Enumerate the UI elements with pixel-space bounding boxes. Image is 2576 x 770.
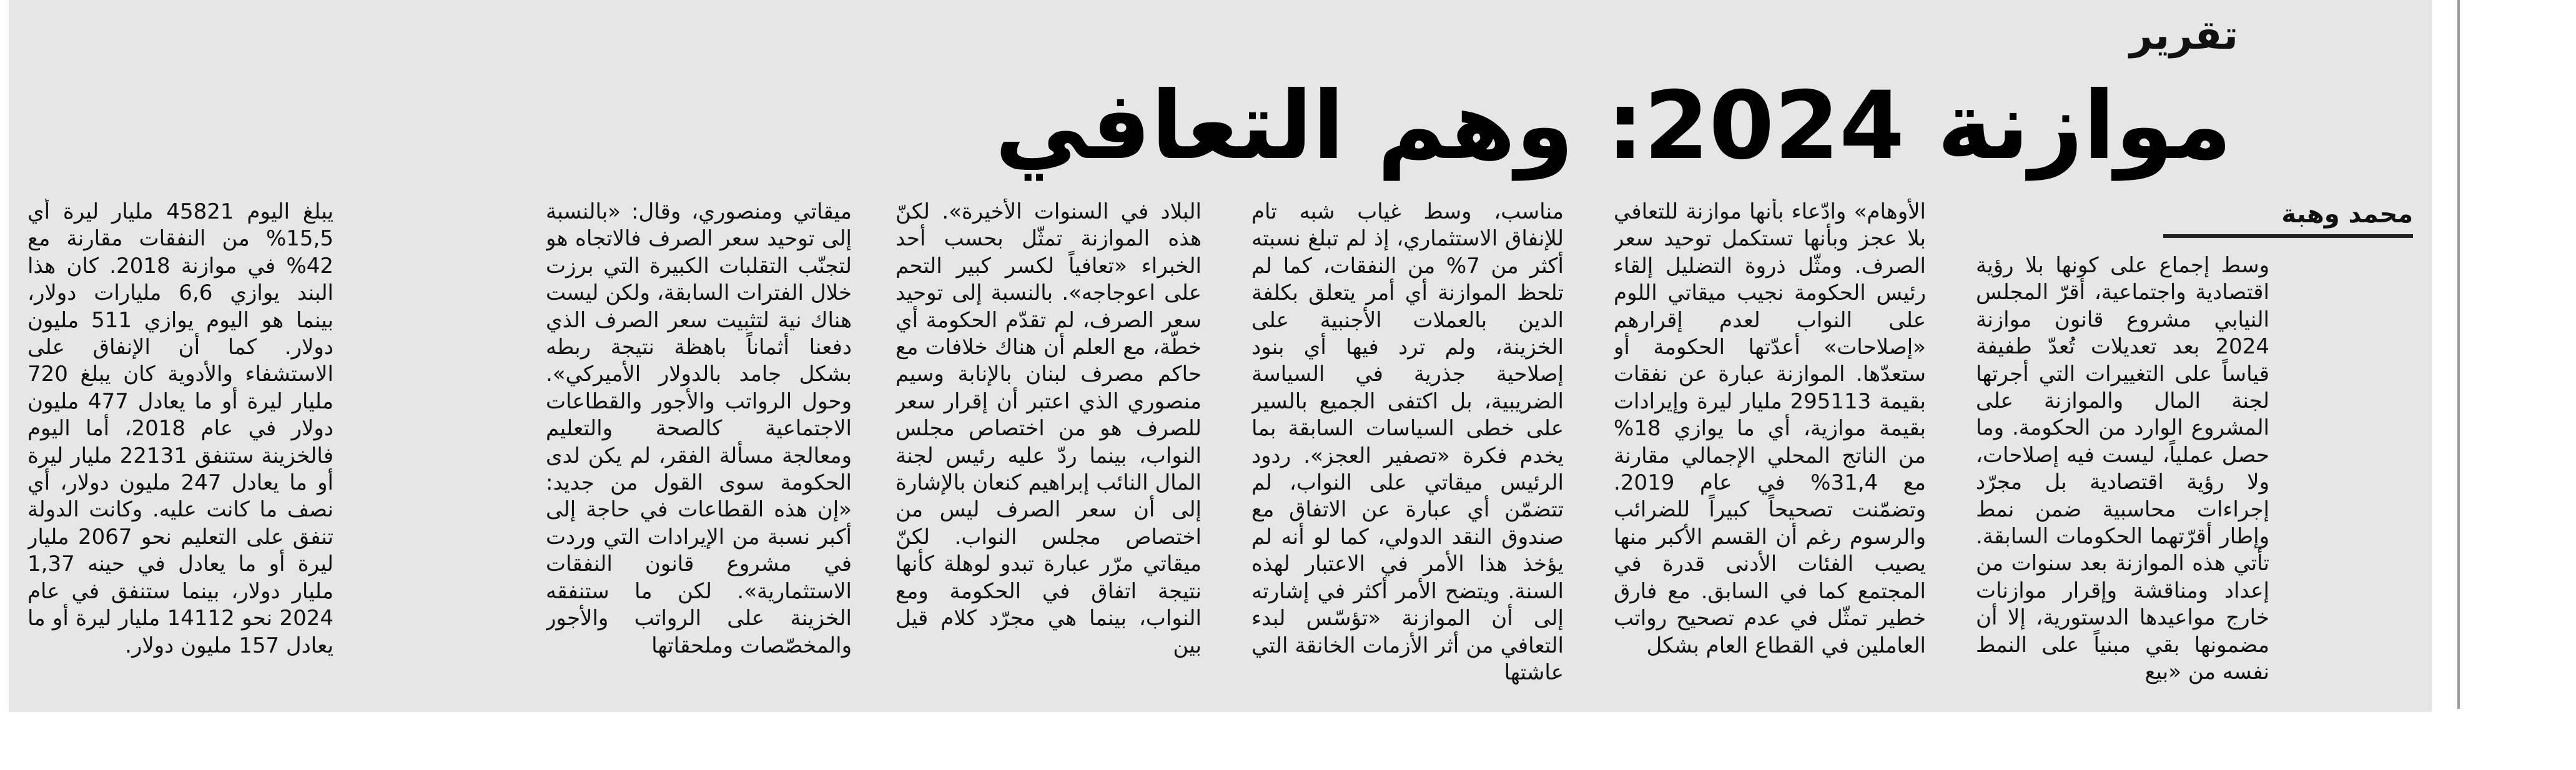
article-column-4 xyxy=(896,199,1202,692)
column-text: يبلغ اليوم 45821 مليار ليرة أي 15,5% من النفقات مقارنة مع 42% في موازنة 2018. كان هذا البند يوازي 6,6 مليارات دولار، بينما هو اليوم يوازي 511 مليون دولار. كما أن الإنفاق على الاستشفاء والأدوية كان يبلغ 720 مليار ليرة أو ما يعادل 477 مليون دولار في عام 2018، أما اليوم فالخزينة ستنفق 22131 مليار ليرة أو ما يعادل 247 مليون دولار، أي نصف ما كانت عليه. وكانت الدولة تنفق على التعليم نحو 2067 مليار ليرة أو ما يعادل في حينه 1,37 مليار دولار، بينما ستنفق في عام 2024 نحو 14112 مليار ليرة أو ما يعادل 157 مليون دولار. xyxy=(27,199,333,658)
column-text: الأوهام» وادّعاء بأنها موازنة للتعافي بلا عجز وبأنها تستكمل توحيد سعر الصرف. ومثّل ذروة التضليل إلقاء رئيس الحكومة نجيب ميقاتي اللوم على النواب لعدم إقرارهم «إصلاحات» أعدّتها الحكومة أو ستعدّها. الموازنة عبارة عن نفقات بقيمة 295113 مليار ليرة وإيرادات بقيمة موازية، أي ما يوازي 18% من الناتج المحلي الإجمالي مقارنة مع 31,4% في عام 2019. وتضمّنت تصحيحاً كبيراً للضرائب والرسوم رغم أن القسم الأكبر منها يصيب الفئات الأدنى قدرة في المجتمع كما في السابق. مع فارق خطير تمثّل في عدم تصحيح رواتب العاملين في القطاع العام بشكل xyxy=(1614,199,1926,658)
page-edge-rule xyxy=(2457,0,2460,709)
column-text: ميقاتي ومنصوري، وقال: «بالنسبة إلى توحيد سعر الصرف فالاتجاه هو لتجنّب التقلبات الكبيرة التي برزت خلال الفترات السابقة، ولكن ليست هناك نية لتثبيت سعر الصرف الذي دفعنا أثماناً باهظة نتيجة ربطه بشكل جامد بالدولار الأميركي». وحول الرواتب والأجور والقطاعات الاجتماعية كالصحة والتعليم ومعالجة مسألة الفقر، لم يكن لدى الحكومة سوى القول من جديد: «إن هذه القطاعات في حاجة إلى أكبر نسبة من الإيرادات التي وردت في مشروع قانون النفقات الاستثمارية». لكن ما ستنفقه الخزينة على الرواتب والأجور والمخصّصات وملحقاتها xyxy=(546,199,852,658)
section-label: تقرير xyxy=(2129,12,2238,59)
column-text: مناسب، وسط غياب شبه تام للإنفاق الاستثماري، إذ لم تبلغ نسبته أكثر من 7% من النفقات، كما لم تلحظ الموازنة أي أمر يتعلق بكلفة الدين بالعملات الأجنبية على الخزينة، ولم ترد فيها أي بنود إصلاحية جذرية في السياسة الضريبية، بل اكتفى الجميع بالسير على خطى السياسات السابقة بما يخدم فكرة «تصفير العجز». ردود الرئيس ميقاتي على النواب، لم تتضمّن أي عبارة عن الاتفاق مع صندوق النقد الدولي، كما لو أنه لم يؤخذ هذا الأمر في الاعتبار لهذه السنة. ويتضح الأمر أكثر في إشارته إلى أن الموازنة «تؤسّس لبدء التعافي من أثر الأزمات الخانقة التي عاشتها xyxy=(1251,199,1564,685)
article-column-1 xyxy=(1976,252,2269,697)
article-column-6 xyxy=(27,199,333,692)
column-text: وسط إجماع على كونها بلا رؤية اقتصادية واجتماعية، أقرّ المجلس النيابي مشروع قانون موازنة 2024 بعد تعديلات تُعدّ طفيفة قياساً على التغييرات التي أجرتها لجنة المال والموازنة على المشروع الوارد من الحكومة. وما حصل عملياً، ليست فيه إصلاحات، ولا رؤية اقتصادية بل مجرّد إجراءات محاسبية ضمن نمط وإطار أقرّتهما الحكومات السابقة. تأتي هذه الموازنة بعد سنوات من إعداد ومناقشة وإقرار موازنات خارج مواعيدها الدستورية، إلا أن مضمونها بقي مبنياً على النمط نفسه من «بيع xyxy=(1976,253,2269,685)
byline-divider xyxy=(2163,234,2413,238)
article-column-3 xyxy=(1251,199,1564,692)
article-column-5 xyxy=(546,199,852,692)
newspaper-page xyxy=(9,0,2432,712)
article-column-2 xyxy=(1614,199,1926,692)
author-byline: محمد وهبة xyxy=(2281,200,2413,229)
column-text: البلاد في السنوات الأخيرة». لكنّ هذه الموازنة تمثّل بحسب أحد الخبراء «تعافياً لكسر كبير التحم على اعوجاجه». بالنسبة إلى توحيد سعر الصرف، لم تقدّم الحكومة أي خطّة، مع العلم أن هناك خلافات مع حاكم مصرف لبنان بالإنابة وسيم منصوري الذي اعتبر أن إقرار سعر للصرف هو من اختصاص مجلس النواب، بينما ردّ عليه رئيس لجنة المال النائب إبراهيم كنعان بالإشارة إلى أن سعر الصرف ليس من اختصاص مجلس النواب. لكنّ ميقاتي مرّر عبارة تبدو لوهلة كأنها نتيجة اتفاق في الحكومة ومع النواب، بينما هي مجرّد كلام قيل بين xyxy=(896,199,1202,658)
headline: موازنة 2024: وهم التعافي xyxy=(995,72,2232,180)
